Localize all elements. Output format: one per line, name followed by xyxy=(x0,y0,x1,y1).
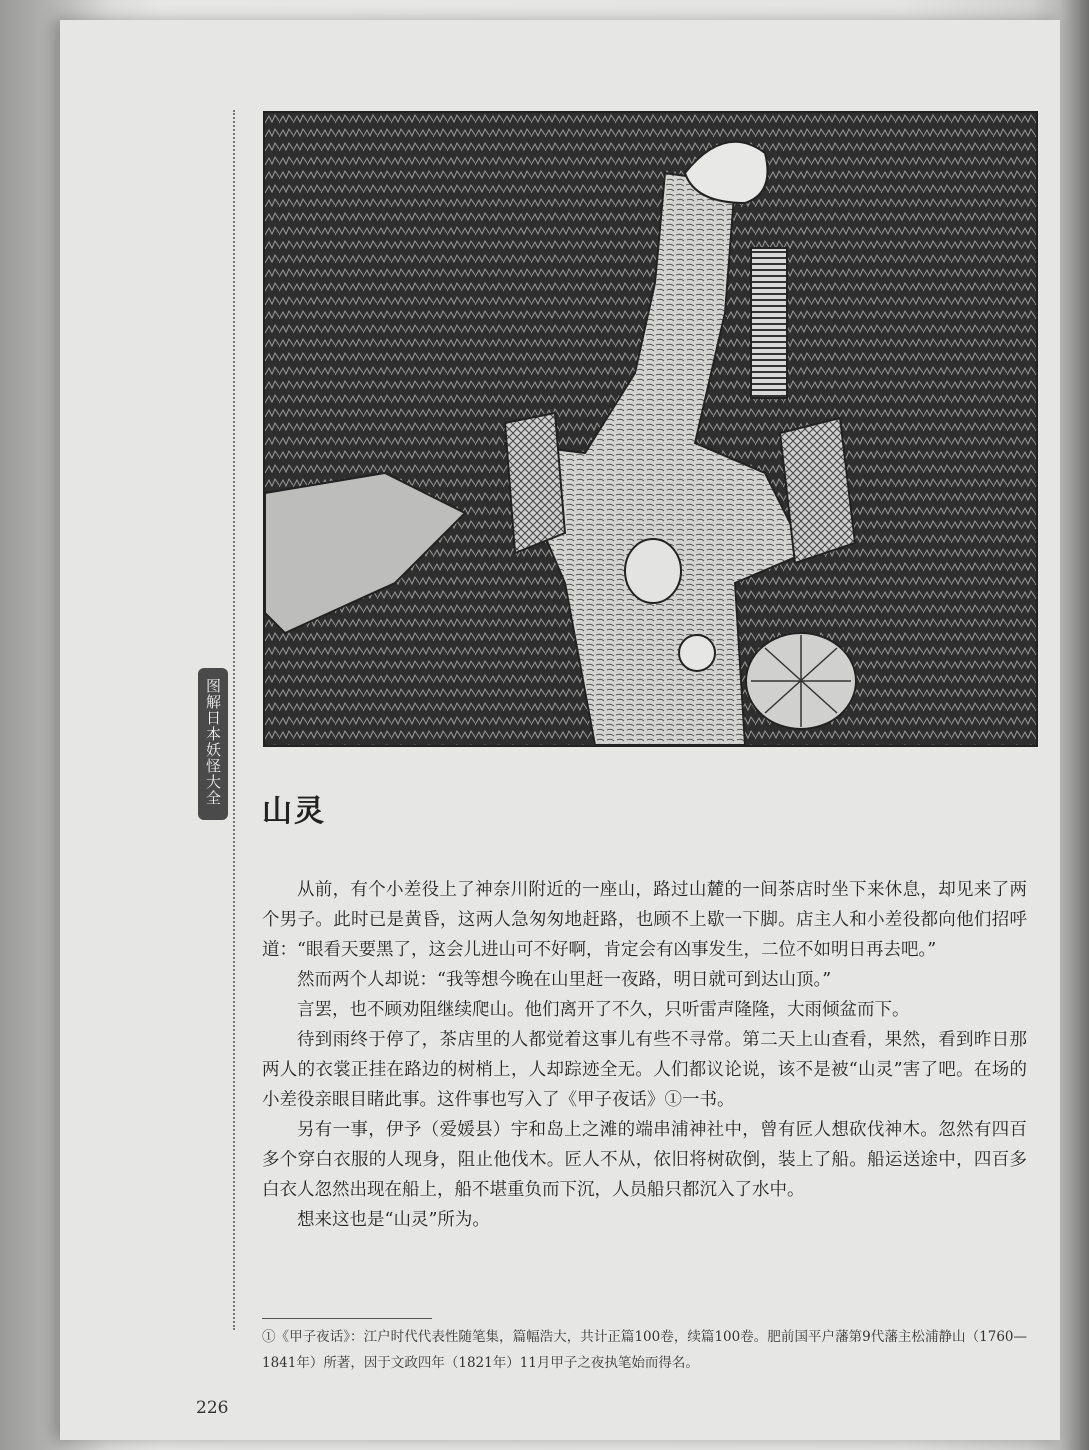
section-tab-label: 图解日本妖怪大全 xyxy=(204,678,222,806)
paragraph: 从前，有个小差役上了神奈川附近的一座山，路过山麓的一间茶店时坐下来休息，却见来了两个男子。此时已是黄昏，这两人急匆匆地赶路，也顾不上歇一下脚。店主人和小差役都向他们招呼道：“眼看天要黑了，这会儿进山可不好啊，肯定会有凶事发生，二位不如明日再去吧。” xyxy=(262,880,1027,960)
paragraph: 另有一事，伊予（爱媛县）宇和岛上之滩的端串浦神社中，曾有匠人想砍伐神木。忽然有四百多个穿白衣服的人现身，阻止他伐木。匠人不从，依旧将树砍倒，装上了船。船运送途中，四百多白衣人忽然出现在船上，船不堪重负而下沉，人员船只都沉入了水中。 xyxy=(262,1120,1027,1200)
woodblock-illustration xyxy=(263,111,1038,747)
paragraph: 待到雨终于停了，茶店里的人都觉着这事儿有些不寻常。第二天上山查看，果然，看到昨日那两人的衣裳正挂在路边的树梢上，人却踪迹全无。人们都议论说，该不是被“山灵”害了吧。在场的小差役亲眼目睹此事。这件事也写入了《甲子夜话》①一书。 xyxy=(262,1030,1027,1110)
section-tab xyxy=(198,668,228,820)
dotted-margin-rule xyxy=(233,110,235,1330)
paragraph: 言罢，也不顾劝阻继续爬山。他们离开了不久，只听雷声隆隆，大雨倾盆而下。 xyxy=(297,1000,910,1020)
paragraph: 想来这也是“山灵”所为。 xyxy=(297,1210,490,1230)
paragraph: 然而两个人却说：“我等想今晚在山里赶一夜路，明日就可到达山顶。” xyxy=(297,970,832,990)
illustration-icon xyxy=(265,113,1036,745)
page-number: 226 xyxy=(196,1398,229,1418)
article-body xyxy=(262,875,1027,1235)
footnote: ①《甲子夜话》：江户时代代表性随笔集，篇幅浩大，共计正篇100卷，续篇100卷。肥前国平户藩第9代藩主松浦静山（1760—1841年）所著，因于文政四年（1821年）11月甲子之夜执笔始而得名。 xyxy=(262,1329,1027,1371)
article-title: 山灵 xyxy=(262,794,326,829)
footnote-divider xyxy=(262,1318,432,1319)
